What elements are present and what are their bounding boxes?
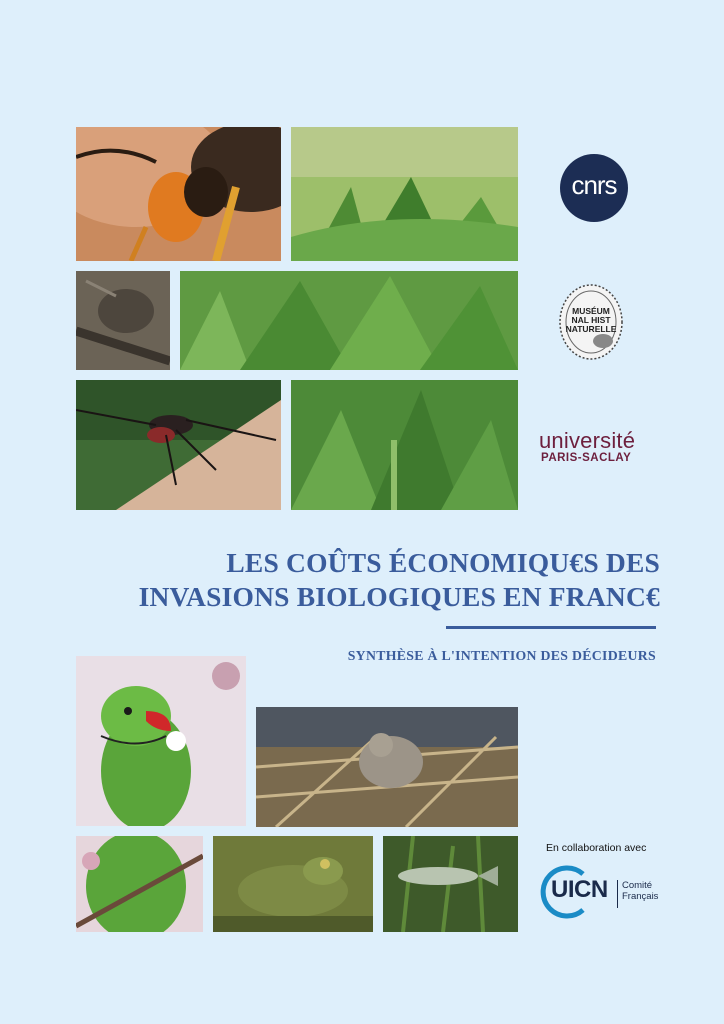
report-subtitle: SYNTHÈSE À L'INTENTION DES DÉCIDEURS [347,648,656,663]
uicn-separator [617,880,618,908]
hornet-photo [76,127,281,261]
university-name: université [539,428,636,453]
parakeet-lower-photo [76,836,203,932]
fish-photo [383,836,518,932]
title-divider [446,626,656,629]
parakeet-photo [76,656,246,826]
collaboration-label: En collaboration avec [546,842,647,854]
report-title-line-1: LES COÛTS ÉCONOMIQU€S DES [226,547,660,578]
museum-line-3: NATURELLE [565,324,617,334]
cnrs-logo-text: cnrs [571,170,617,200]
mosquito-photo [76,380,281,510]
vole-photo [76,271,170,370]
museum-line-2: NAL HIST [571,315,611,325]
bullfrog-photo [213,836,373,932]
mink-photo [256,707,518,827]
ragweed-middle-photo [180,271,518,370]
cnrs-logo [560,154,628,222]
museum-logo-text [558,307,624,334]
report-title-line-2: INVASIONS BIOLOGIQUES EN FRANC€ [138,581,660,612]
uicn-logo-text: UICN [551,876,608,903]
museum-line-1: MUSÉUM [572,306,610,316]
ragweed-top-photo [291,127,518,261]
uicn-subtext [622,880,658,902]
uicn-sub-line-2: Français [622,891,659,902]
ragweed-bottom-photo [291,380,518,510]
museum-logo [558,283,624,361]
uicn-sub-line-1: Comité [622,880,653,891]
university-subname: PARIS-SACLAY [541,452,632,464]
